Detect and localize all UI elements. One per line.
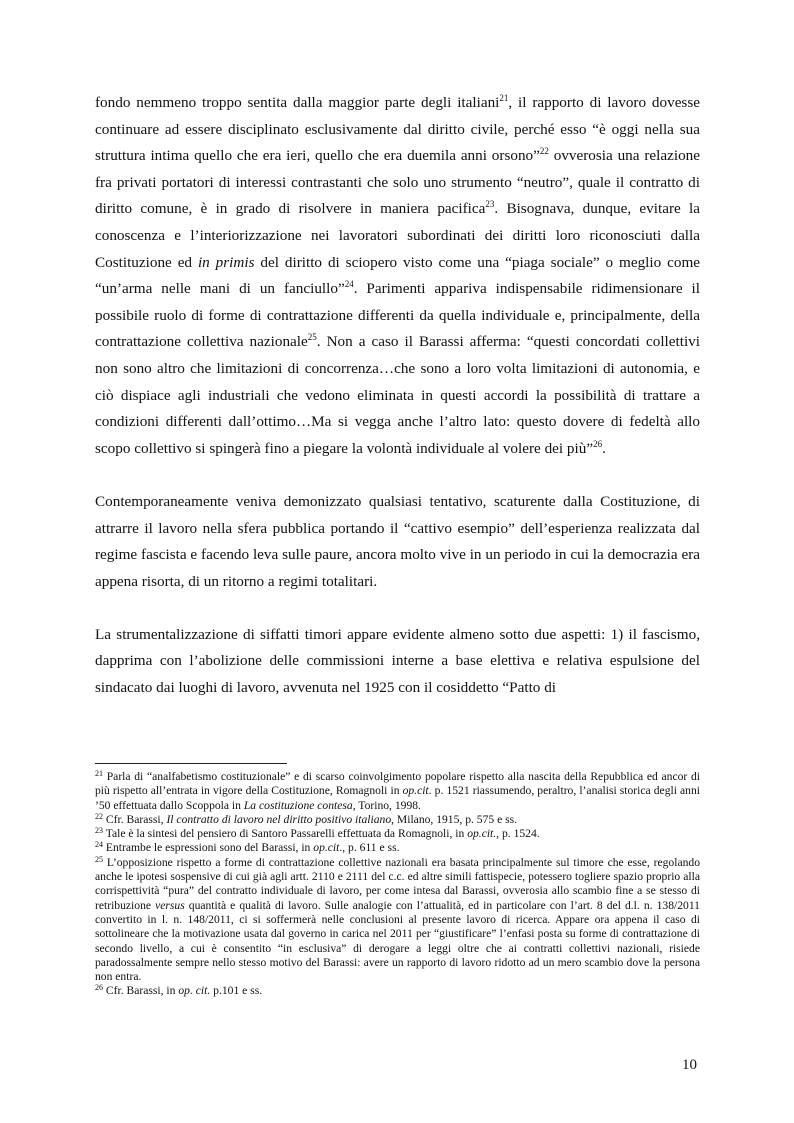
italic-run: op.cit [313,841,340,855]
footnote-ref-24[interactable]: 24 [344,279,354,290]
paragraph-1 [95,90,700,462]
paragraph-2: Contemporaneamente veniva demonizzato qualsiasi tentativo, scaturente dalla Costituzione, di attrarre il lavoro nella sfera pubblica portando il “cattivo esempio” dell’esperienza realizzata dal regime fascista e facendo leva sulle paure, ancora molto vive in un periodo in cui la democrazia era appena risorta, di un ritorno a regimi totalitari. [95,492,700,590]
italic-run: La costituzione contesa [243,798,353,812]
footnote-number: 24 [95,840,103,850]
footnote-number: 22 [95,811,103,821]
text-run: , Milano, 1915, p. 575 e ss. [391,812,518,826]
text-run: ., p. 611 e ss. [339,841,400,855]
footnote-ref-21[interactable]: 21 [499,93,509,103]
footnotes [95,770,700,999]
footnote-23 [95,827,700,841]
footnote-ref-22[interactable]: 22 [539,146,549,157]
text-run: . p. 1521 riassumendo, peraltro, l’analisi storica degli anni ’50 effettuata dallo Scoppola in [95,784,700,812]
footnote-ref-26[interactable]: 26 [593,438,603,449]
body-text [95,90,700,702]
text-run: Cfr. Barassi, [103,812,167,826]
text-run: . Non a caso il Barassi afferma: “questi concordati collettivi non sono altro che limitazioni di concorrenza…che sono a loro volta limitazioni di autonomia, e ciò dispiace agli industriali che vedono eliminata in questi accordi la possibilità di trattare a condizioni differenti dall’ottimo…Ma si vegga anche l’altro lato: questo dovere di fedeltà allo scopo collettivo si spingerà fino a piegare la volontà individuale al volere dei più” [95,333,700,457]
text-run: Cfr. Barassi, in [103,984,179,998]
text-run: ovverosia una relazione fra privati portatori di interessi contrastanti che solo uno strumento “neutro”, quale il contratto di diritto comune, è in grado di risolvere in maniera pacifica [95,147,700,218]
footnote-26 [95,984,700,998]
text-run: p. 1524. [499,827,540,841]
text-run: , Torino, 1998. [352,798,421,812]
footnote-ref-25[interactable]: 25 [307,332,317,343]
footnote-22 [95,813,700,827]
page-number: 10 [682,1057,697,1073]
footnote-separator [95,763,287,764]
footnote-number: 25 [95,854,103,864]
footnote-25 [95,856,700,985]
footnote-number: 23 [95,826,103,836]
italic-run: op.cit., [467,827,500,841]
paragraph-3: La strumentalizzazione di siffatti timori appare evidente almeno sotto due aspetti: 1) il fascismo, dapprima con l’abolizione delle commissioni interne a base elettiva e relativa espulsione del sindacato dai luoghi di lavoro, avvenuta nel 1925 con il cosiddetto “Patto di [95,625,700,697]
footnote-24 [95,841,700,855]
text-run: Parla di “analfabetismo costituzionale” e di scarso coinvolgimento popolare rispetto alla nascita della Repubblica ed ancor di più rispetto all’entrata in vigore della Costituzione, Romagnoli in [95,770,700,798]
text-run: fondo nemmeno troppo sentita dalla maggior parte degli italiani [95,94,500,111]
text-run: p.101 e ss. [210,984,263,998]
italic-run: in primis [197,253,255,271]
italic-run: versus [155,898,185,912]
footnote-21 [95,770,700,813]
text-run: . [602,439,606,457]
text-run: Entrambe le espressioni sono del Barassi, in [103,841,314,855]
text-run: L’opposizione rispetto a forme di contrattazione collettive nazionali era basata principalmente sul timore che esse, regolando anche le ipotesi sospensive di cui già agli artt. 2110 e 2111 del c.c. ed altre simili fattispecie, potessero togliere spazio proprio alla corrispettività “pura” del contratto individuale di lavoro, per come intesa dal Barassi, ovverosia allo scambio fine a se stesso di retribuzione [95,855,700,912]
text-run: . Parimenti appariva indispensabile ridimensionare il possibile ruolo di forme di contrattazione differenti da quella individuale e, principalmente, della contrattazione collettiva nazionale [95,280,700,351]
footnote-ref-23[interactable]: 23 [485,199,495,210]
text-run: quantità e qualità di lavoro. Sulle analogie con l’attualità, ed in particolare con l’art. 8 del d.l. n. 138/2011 convertito in l. n. 148/2011, ci si soffermerà nelle conclusioni al presente lavoro di ricerca. Appare ora appena il caso di sottolineare che la motivazione usata dal governo in carica nel 2011 per “giustificare” l’enfasi posta su forme di contrattazione di secondo livello, a cui è consentito “in esclusiva” di derogare a leggi oltre che ai contratti collettivi nazionali, risiede paradossalmente sempre nello stesso motivo del Barassi: avere un rapporto di lavoro ridotto ad un mero scambio dove la persona non entra. [95,898,700,984]
footnote-number: 26 [95,983,103,993]
text-run: Tale è la sintesi del pensiero di Santoro Passarelli effettuata da Romagnoli, in [103,827,468,841]
footnote-number: 21 [95,769,103,778]
text-run: del diritto di sciopero visto come una “piaga sociale” o meglio come “un’arma nelle mani di un fanciullo” [95,253,700,298]
italic-run: op. cit. [178,984,211,998]
text-run: . Bisognava, dunque, evitare la conoscenza e l’interiorizzazione nei lavoratori subordinati dei diritti loro riconosciuti dalla Costituzione ed [95,200,700,271]
text-run: , il rapporto di lavoro dovesse continuare ad essere disciplinato esclusivamente dal diritto civile, perché esso “è oggi nella sua struttura intima quello che era ieri, quello che era duemila anni orsono” [95,94,700,165]
italic-run: op.cit [402,784,429,798]
italic-run: Il contratto di lavoro nel diritto positivo italiano [166,812,392,826]
